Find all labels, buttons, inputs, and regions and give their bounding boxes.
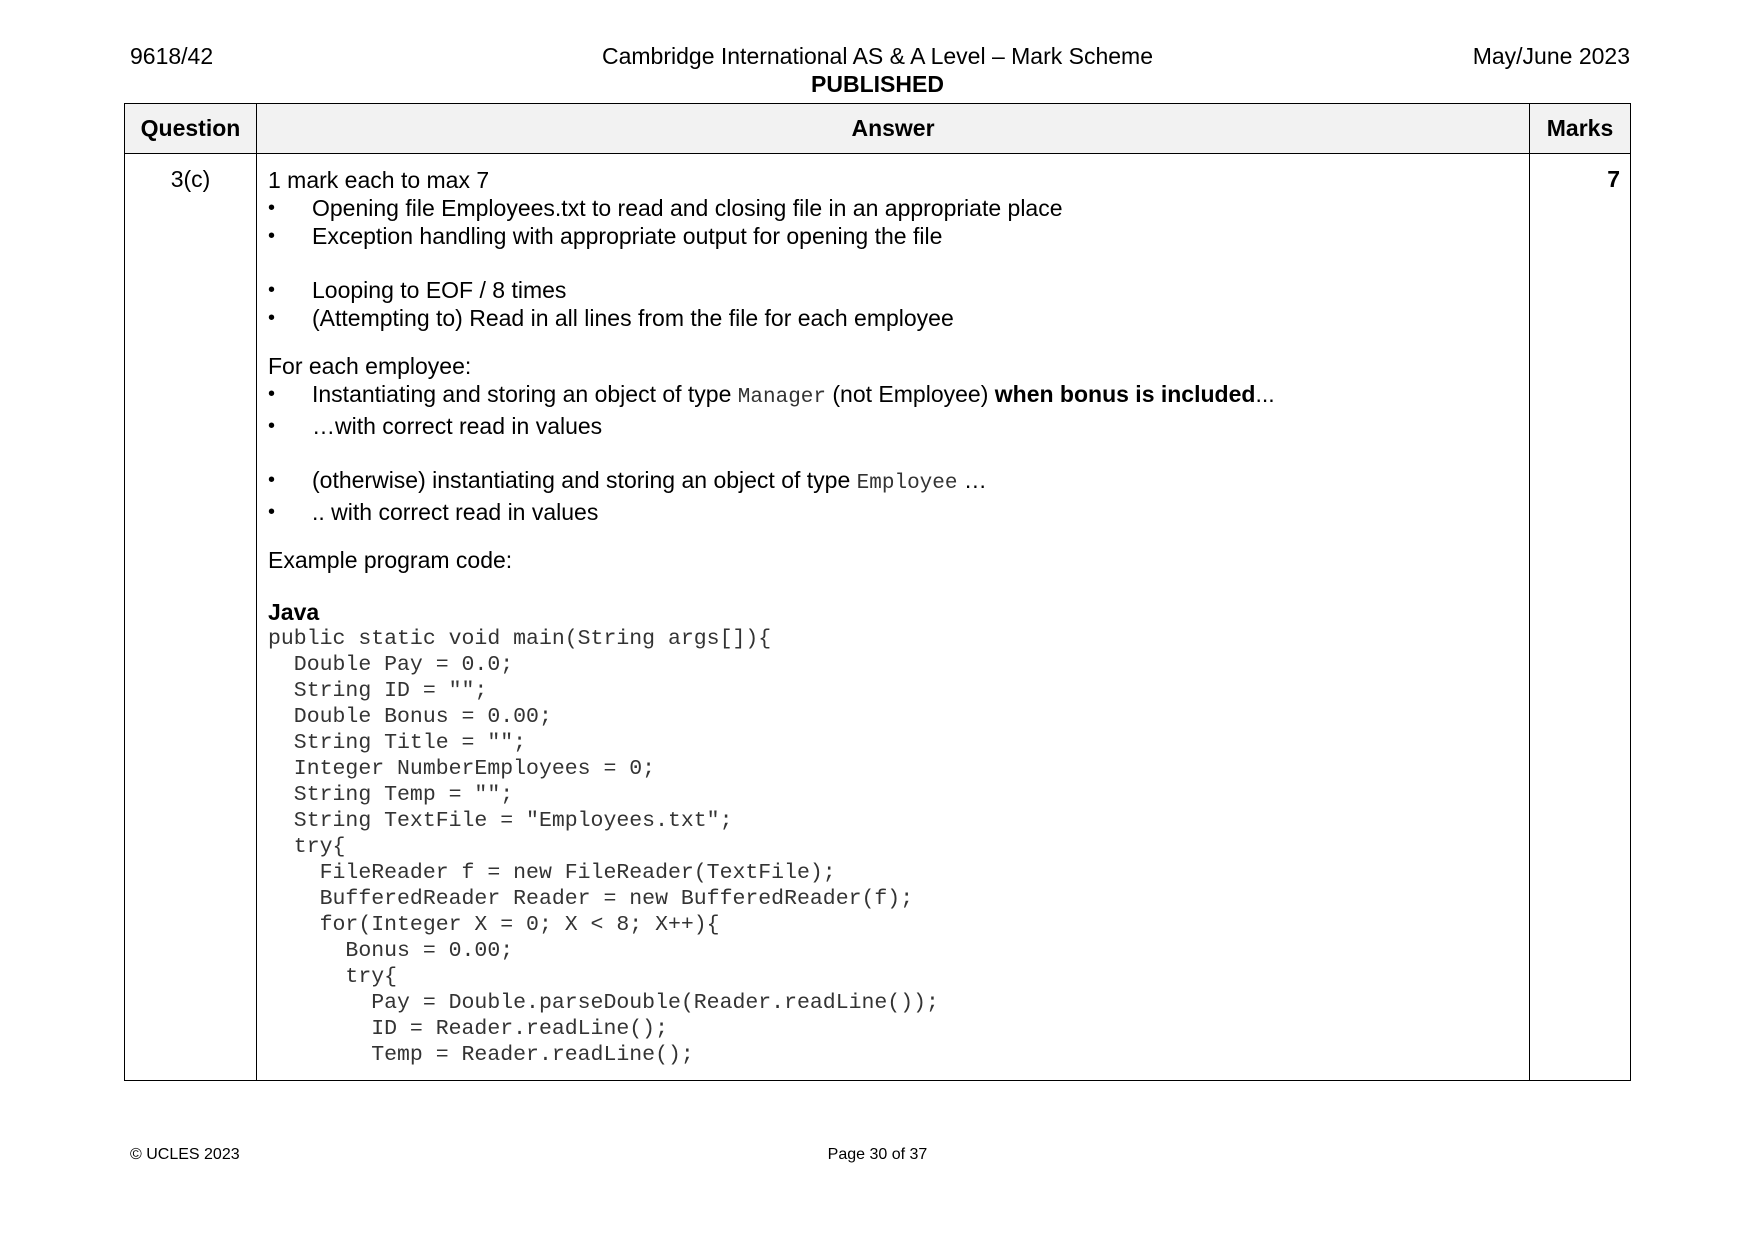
list-item: • Looping to EOF / 8 times <box>268 276 1517 304</box>
code-line: String Temp = ""; <box>268 783 514 807</box>
answer-column-header: Answer <box>257 104 1530 154</box>
code-line: Pay = Double.parseDouble(Reader.readLine()); <box>268 991 939 1015</box>
code-line: Temp = Reader.readLine(); <box>268 1043 694 1067</box>
criteria-list-loop <box>268 276 1517 332</box>
code-line: Integer NumberEmployees = 0; <box>268 757 656 781</box>
item-text: … <box>957 467 987 493</box>
list-item: • .. with correct read in values <box>268 498 1517 526</box>
published-label: PUBLISHED <box>811 71 944 97</box>
code-line: Bonus = 0.00; <box>268 939 514 963</box>
marks-column-header: Marks <box>1530 104 1631 154</box>
item-text: ... <box>1255 381 1275 407</box>
code-line: try{ <box>268 835 346 859</box>
item-text: Instantiating and storing an object of type <box>312 381 738 407</box>
code-line: public static void main(String args[]){ <box>268 627 772 651</box>
example-code-label: Example program code: <box>268 547 513 573</box>
list-item <box>268 380 1517 412</box>
criteria-list-employee <box>268 466 1517 526</box>
bold-condition: when bonus is included <box>994 381 1256 407</box>
question-column-header: Question <box>125 104 257 154</box>
list-item: • (Attempting to) Read in all lines from the file for each employee <box>268 304 1517 332</box>
answer-cell <box>257 154 1530 1081</box>
list-item: • …with correct read in values <box>268 412 1517 440</box>
code-line: Double Pay = 0.0; <box>268 653 514 677</box>
marking-intro: 1 mark each to max 7 <box>268 167 490 193</box>
paper-code: 9618/42 <box>130 43 214 69</box>
list-item <box>268 466 1517 498</box>
list-item: • Opening file Employees.txt to read and closing file in an appropriate place <box>268 194 1517 222</box>
marks-value: 7 <box>1530 154 1631 1081</box>
exam-session: May/June 2023 <box>1472 43 1630 69</box>
mark-scheme-table <box>124 103 1631 1081</box>
code-line: Double Bonus = 0.00; <box>268 705 552 729</box>
criteria-list-file <box>268 194 1517 250</box>
item-text: (not Employee) <box>826 381 995 407</box>
item-text: (otherwise) instantiating and storing an object of type <box>312 467 857 493</box>
question-number: 3(c) <box>125 154 257 1081</box>
code-line: for(Integer X = 0; X < 8; X++){ <box>268 913 720 937</box>
list-item: • Exception handling with appropriate output for opening the file <box>268 222 1517 250</box>
each-employee-heading: For each employee: <box>268 353 472 379</box>
class-name-employee: Employee <box>856 472 958 495</box>
code-line: try{ <box>268 965 398 989</box>
table-row <box>125 154 1631 1081</box>
document-title: Cambridge International AS & A Level – Mark Scheme <box>601 43 1154 69</box>
class-name-manager: Manager <box>737 386 826 409</box>
table-header-row <box>125 104 1631 154</box>
copyright: © UCLES 2023 <box>130 1146 240 1163</box>
java-code-block <box>268 626 1517 1068</box>
code-line: FileReader f = new FileReader(TextFile); <box>268 861 836 885</box>
page-number: Page 30 of 37 <box>827 1146 928 1163</box>
code-line: String Title = ""; <box>268 731 527 755</box>
criteria-list-manager <box>268 380 1517 440</box>
code-line: String TextFile = "Employees.txt"; <box>268 809 733 833</box>
code-line: BufferedReader Reader = new BufferedReader(f); <box>268 887 914 911</box>
code-line: ID = Reader.readLine(); <box>268 1017 668 1041</box>
code-line: String ID = ""; <box>268 679 488 703</box>
language-heading: Java <box>268 599 320 625</box>
